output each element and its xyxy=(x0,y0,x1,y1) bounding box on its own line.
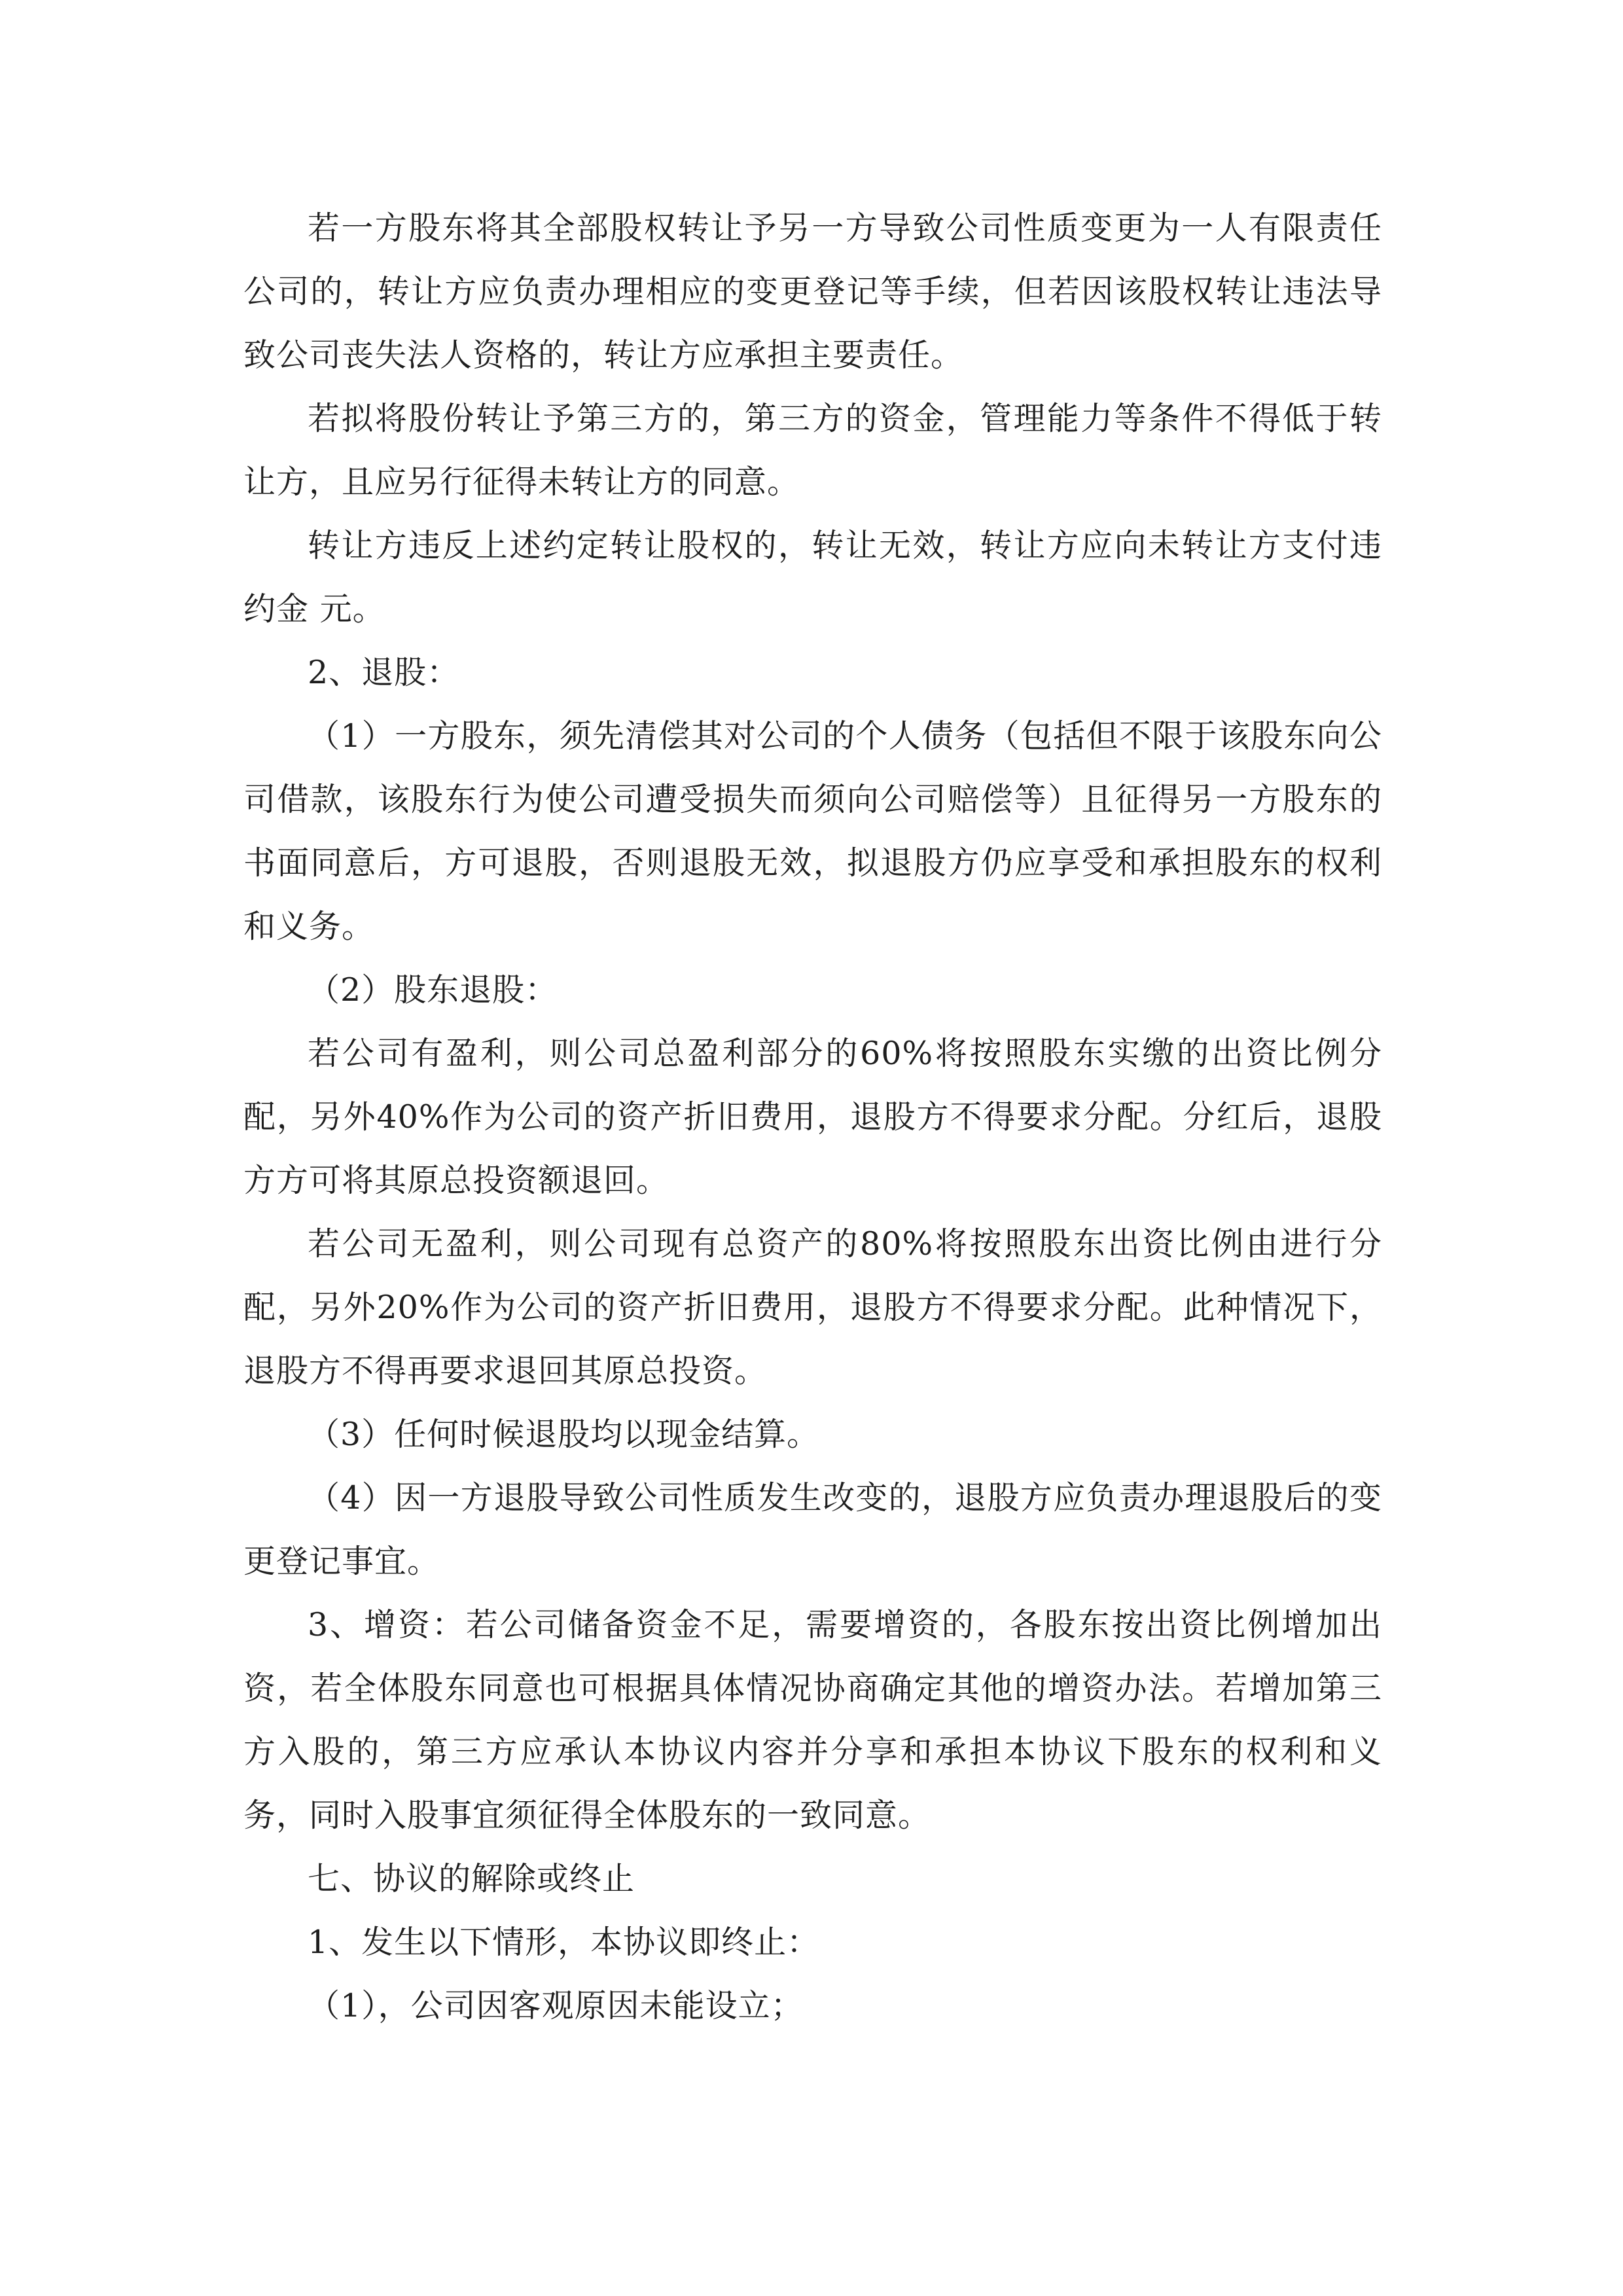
paragraph-profit-case: 若公司有盈利，则公司总盈利部分的60%将按照股东实缴的出资比例分配，另外40%作为公司的资产折旧费用，退股方不得要求分配。分红后，退股方方可将其原总投资额退回。 xyxy=(243,1035,1382,1199)
paragraph-no-profit-case: 若公司无盈利，则公司现有总资产的80%将按照股东出资比例由进行分配，另外20%作为公司的资产折旧费用，退股方不得要求分配。此种情况下，退股方不得再要求退回其原总投资。 xyxy=(243,1225,1382,1390)
paragraph-withdrawal-clause-4: （4）因一方退股导致公司性质发生改变的，退股方应负责办理退股后的变更登记事宜。 xyxy=(243,1479,1382,1580)
paragraph-termination-item-1: （1），公司因客观原因未能设立； xyxy=(308,1987,804,2024)
heading-withdrawal: 2、退股： xyxy=(308,654,460,691)
paragraph-transfer-one-person-company: 若一方股东将其全部股权转让予另一方导致公司性质变更为一人有限责任公司的，转让方应负责办理相应的变更登记等手续，但若因该股权转让违法导致公司丧失法人资格的，转让方应承担主要责任。 xyxy=(243,209,1382,374)
paragraph-withdrawal-clause-1: （1）一方股东，须先清偿其对公司的个人债务（包括但不限于该股东向公司借款，该股东行为使公司遭受损失而须向公司赔偿等）且征得另一方股东的书面同意后，方可退股，否则退股无效，拟退股方仍应享受和承担股东的权利和义务。 xyxy=(243,717,1382,945)
paragraph-transfer-breach: 转让方违反上述约定转让股权的，转让无效，转让方应向未转让方支付违约金 元。 xyxy=(243,527,1382,628)
document-body xyxy=(243,196,1382,2037)
paragraph-withdrawal-clause-3: （3）任何时候退股均以现金结算。 xyxy=(308,1416,820,1453)
paragraph-transfer-third-party: 若拟将股份转让予第三方的，第三方的资金，管理能力等条件不得低于转让方，且应另行征得未转让方的同意。 xyxy=(243,400,1382,501)
heading-shareholder-withdrawal: （2）股东退股： xyxy=(308,971,558,1009)
paragraph-termination-conditions: 1、发生以下情形，本协议即终止： xyxy=(308,1924,820,1961)
paragraph-capital-increase: 3、增资：若公司储备资金不足，需要增资的，各股东按出资比例增加出资，若全体股东同意也可根据具体情况协商确定其他的增资办法。若增加第三方入股的，第三方应承认本协议内容并分享和承担本协议下股东的权利和义务，同时入股事宜须征得全体股东的一致同意。 xyxy=(243,1606,1382,1834)
heading-termination: 七、协议的解除或终止 xyxy=(308,1860,635,1897)
